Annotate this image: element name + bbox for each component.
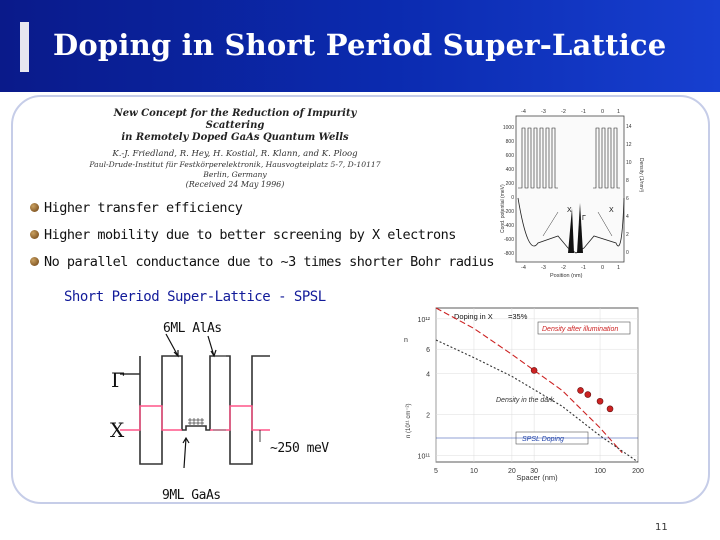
chart-x-tick-label: 5 — [434, 468, 438, 475]
bullet-item — [30, 199, 494, 226]
chart-y-axis-symbol: n — [404, 337, 408, 344]
band-right-tick-3: 8 — [626, 178, 629, 184]
alas-label: 6ML AlAs — [163, 321, 222, 336]
chart-title-suffix: =35% — [508, 312, 528, 321]
paper-header — [86, 108, 384, 189]
bullet-text: No parallel conductance due to ~3 times shorter Bohr radius — [44, 254, 495, 270]
chart-x-tick-label: 30 — [530, 468, 539, 475]
band-x-tick-top-5: 1 — [617, 109, 621, 115]
gaas-arrow — [183, 438, 189, 468]
band-right-axis-label: Density (1/nm³) — [638, 158, 644, 193]
chart-data-point — [531, 367, 537, 373]
band-marker-gamma: Γ — [582, 215, 586, 222]
band-right-tick-5: 4 — [626, 214, 629, 220]
band-x-tick-0: -4 — [521, 265, 526, 271]
paper-received: (Received 24 May 1996) — [185, 180, 285, 189]
title-bar — [0, 0, 720, 92]
chart-data-point — [585, 392, 591, 398]
chart-y-tick-label: 4 — [426, 371, 430, 379]
bullet-item — [30, 253, 494, 280]
bullet-icon — [30, 230, 39, 239]
band-x-tick-top-3: -1 — [581, 109, 586, 115]
chart-data-point — [578, 387, 584, 393]
band-x-tick-top-4: 0 — [601, 109, 605, 115]
band-left-tick-6: -200 — [503, 209, 514, 215]
band-x-tick-top-2: -2 — [561, 109, 566, 115]
gamma-symbol: Γ — [111, 368, 125, 392]
band-left-tick-2: 600 — [505, 153, 514, 159]
chart-y-tick-label: 2 — [426, 412, 430, 420]
alas-arrow-1 — [166, 334, 178, 356]
band-x-tick-3: -1 — [581, 265, 586, 271]
slide-title: Doping in Short Period Super-Lattice — [53, 28, 667, 62]
spsl-heading: Short Period Super-Lattice - SPSL — [64, 289, 326, 305]
band-left-axis-label: Cond. potential (meV) — [500, 184, 506, 233]
band-x-tick-top-0: -4 — [521, 109, 526, 115]
chart-y-tick-label: 10¹² — [417, 316, 430, 324]
paper-title-line2: in Remotely Doped GaAs Quantum Wells — [121, 132, 349, 143]
gamma-band-profile — [140, 356, 270, 464]
band-left-tick-8: -600 — [503, 237, 514, 243]
bullet-text: Higher mobility due to better screening by X electrons — [44, 227, 456, 243]
bullet-list — [30, 199, 494, 280]
chart-data-point — [597, 398, 603, 404]
band-right-tick-2: 10 — [626, 160, 632, 166]
band-x-tick-2: -2 — [561, 265, 566, 271]
band-left-tick-5: 0 — [511, 195, 514, 201]
alas-arrow-2 — [208, 336, 216, 356]
paper-institute: Paul-Drude-Institut für Festkörperelektronik, Hausvogteiplatz 5-7, D-10117 Berlin, Germany — [89, 160, 381, 179]
chart-x-tick-label: 100 — [594, 468, 606, 475]
band-left-tick-3: 400 — [505, 167, 514, 173]
chart-x-tick-label: 200 — [632, 468, 644, 475]
chart-x-axis-label: Spacer (nm) — [516, 473, 558, 482]
chart-y-tick-label: 10¹¹ — [417, 453, 430, 461]
density-chart — [398, 300, 656, 482]
band-left-tick-1: 800 — [505, 139, 514, 145]
chart-y-tick-label: 6 — [426, 347, 430, 355]
band-x-tick-1: -3 — [541, 265, 546, 271]
bullet-item — [30, 226, 494, 253]
band-x-tick-4: 0 — [601, 265, 605, 271]
energy-label: ~250 meV — [270, 441, 329, 456]
gaas-label: 9ML GaAs — [162, 488, 221, 503]
chart-legend-label: Density in the dark — [496, 397, 554, 404]
band-marker-x-right: X — [609, 207, 614, 214]
band-right-tick-7: 0 — [626, 250, 629, 256]
chart-y-axis-label: n (10¹¹ cm⁻²) — [406, 403, 412, 438]
band-right-tick-0: 14 — [626, 124, 632, 130]
band-x-axis-label: Position (nm) — [550, 273, 583, 279]
chart-data-point — [607, 406, 613, 412]
band-right-tick-1: 12 — [626, 142, 632, 148]
band-left-tick-0: 1000 — [502, 125, 514, 131]
band-left-tick-9: -800 — [503, 251, 514, 257]
band-marker-x-left: X — [567, 207, 572, 214]
bullet-icon — [30, 257, 39, 266]
page-number: 11 — [655, 522, 668, 533]
chart-legend-label: SPSL Doping — [522, 436, 564, 443]
band-left-tick-7: -400 — [503, 223, 514, 229]
band-x-tick-top-1: -3 — [541, 109, 546, 115]
band-x-tick-5: 1 — [617, 265, 621, 271]
chart-x-tick-label: 20 — [508, 468, 516, 475]
title-accent-bar — [20, 22, 29, 72]
band-right-tick-4: 6 — [626, 196, 629, 202]
paper-authors: K.-J. Friedland, R. Hey, H. Kostial, R. Klann, and K. Ploog — [112, 149, 358, 159]
chart-title: Doping in X — [454, 312, 493, 321]
band-right-tick-6: 2 — [626, 232, 629, 238]
band-structure-diagram — [498, 108, 648, 280]
spsl-schematic — [120, 330, 280, 470]
bullet-text: Higher transfer efficiency — [44, 200, 243, 216]
x-symbol: X — [110, 418, 125, 442]
chart-x-tick-label: 10 — [470, 468, 478, 475]
paper-title-line1: New Concept for the Reduction of Impurity Scattering — [113, 108, 357, 131]
band-left-tick-4: 200 — [505, 181, 514, 187]
bullet-icon — [30, 203, 39, 212]
chart-legend-label: Density after illumination — [542, 326, 619, 333]
